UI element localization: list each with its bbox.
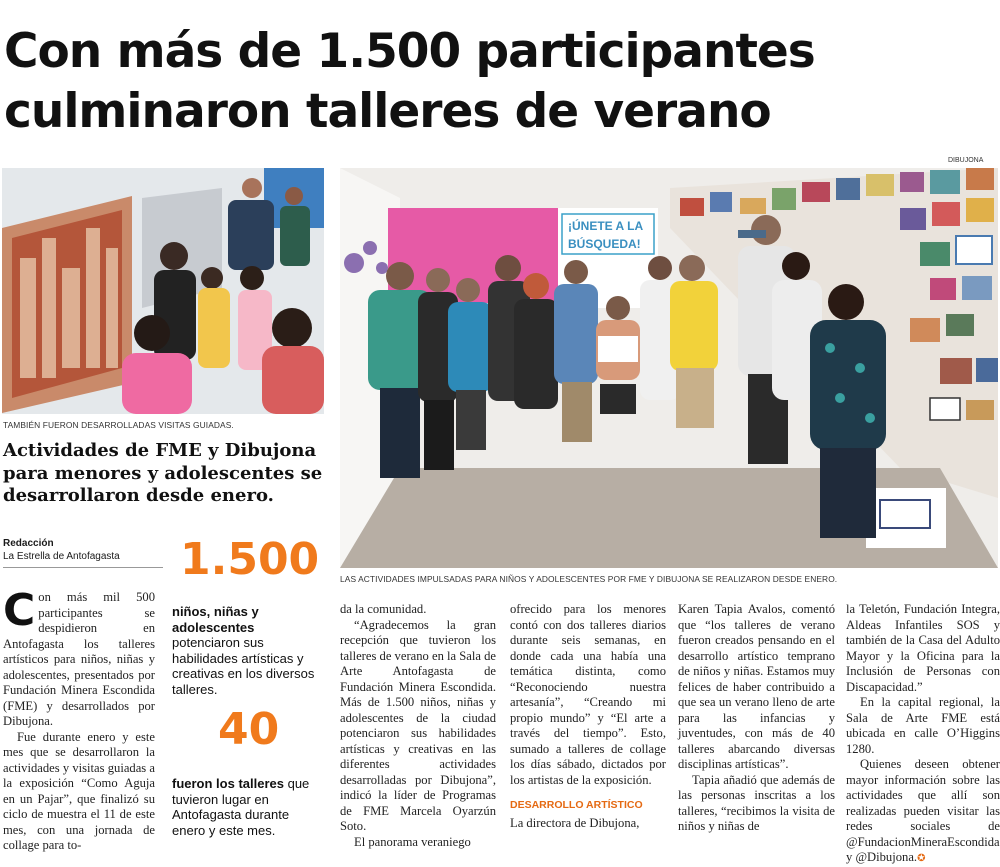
byline (3, 537, 120, 563)
subheadline: Actividades de FME y Dibujona para menores y adolescentes se desarrollaron desde enero. (3, 440, 323, 506)
stat-bold: niños, niñas y adolescentes (172, 604, 259, 635)
stat-text: potenciaron sus habilidades artísticas y creativas en los diversos talleres. (172, 635, 315, 697)
byline-divider (3, 567, 163, 568)
article-paragraph: la Teletón, Fundación Integra, Aldeas Infantiles SOS y también de la Casa del Adulto Mayor y la Oficina para la Inclusión de Personas con Discapacidad.” (846, 602, 1000, 694)
article-paragraph: La directora de Dibujona, (510, 815, 640, 830)
photo-group-caption: LAS ACTIVIDADES IMPULSADAS PARA NIÑOS Y ADOLESCENTES POR FME Y DIBUJONA SE REALIZARON DESDE ENERO. (340, 574, 838, 584)
photo-group (340, 168, 998, 568)
exhibit-sign-text-2: BÚSQUEDA! (568, 237, 641, 251)
stat-workshops (172, 706, 322, 838)
article-paragraph: “Agradecemos la gran recepción que tuvieron los talleres de verano en la Sala de Arte Antofagasta de Fundación Minera Escondida. Más de 1.500 niños, niñas y adolescentes de la ciudad potenciaron sus habilidades artísticas y creativas en las diferentes actividades desarrolladas por Dibujona”, indicó la líder de Programas de FME Marcela Oyarzún Soto. (340, 617, 496, 833)
stat-participants (172, 536, 322, 698)
byline-author: Redacción (3, 538, 54, 549)
stat-bold: fueron los talleres (172, 776, 284, 791)
photo-guided-visit-illustration (2, 168, 324, 414)
article-column-4 (510, 602, 666, 831)
article-column-3 (340, 602, 496, 850)
stat-description (172, 776, 322, 838)
photo-group-illustration (340, 168, 998, 568)
section-heading: DESARROLLO ARTÍSTICO (510, 799, 643, 811)
stat-number: 40 (218, 704, 280, 755)
headline-line-1: Con más de 1.500 participantes (4, 24, 815, 79)
stat-description (172, 604, 322, 698)
photo-guided-visit (2, 168, 324, 414)
exhibit-sign-text: ¡ÚNETE A LA (568, 219, 644, 233)
article-column-1 (3, 585, 155, 854)
article-column-5 (678, 602, 835, 835)
article-paragraph: da la comunidad. (340, 602, 427, 616)
article-paragraph: El panorama veraniego (354, 834, 471, 849)
article-paragraph: Karen Tapia Avalos, comentó que “los talleres de verano fueron creados pensando en el desarrollo artístico temprano de niños y niñas. Estamos muy felices de haber contribuido a que sea un verano lleno de arte para las infancias y juventudes, con más de 40 talleres abarcando diversas disciplinas artísticas”. (678, 602, 835, 771)
article-paragraph: Tapia añadió que además de las personas inscritas a los talleres, “recibimos la visita de niños y niñas de (678, 772, 835, 833)
headline (4, 22, 994, 142)
article-text: on más mil 500 participantes se despidieron en Antofagasta los talleres artísticos para niños, niñas y adolescentes, presentados por Fundación Minera Escondida (FME) y desarrollados por Dibujona. (3, 590, 155, 728)
dropcap: C (3, 585, 36, 636)
headline-line-2: culminaron talleres de verano (4, 84, 771, 139)
stat-number: 1.500 (180, 534, 320, 585)
article-paragraph: En la capital regional, la Sala de Arte FME está ubicada en calle O’Higgins 1280. (846, 695, 1000, 756)
article-paragraph: Fue durante enero y este mes que se desarrollaron la actividades y visitas guiadas a la exposición “Como Aguja en un Pajar”, que finalizó su ciclo de muestra el 11 de este mes, con una jornada de collage para to- (3, 729, 155, 852)
photo-credit: DIBUJONA (948, 157, 984, 164)
photo-guided-visit-caption: TAMBIÉN FUERON DESARROLLADAS VISITAS GUIADAS. (3, 420, 234, 430)
article-text: Quienes deseen obtener mayor información sobre las actividades que allí son realizadas pueden visitar las redes sociales de @FundacionMineraEscondida y @Dibujona. (846, 757, 1000, 864)
article-paragraph (846, 757, 1000, 867)
article-column-6 (846, 602, 1000, 867)
byline-outlet: La Estrella de Antofagasta (3, 551, 120, 562)
stat-text: que tuvieron lugar en Antofagasta durante enero y este mes. (172, 776, 310, 838)
article-paragraph: ofrecido para los menores contó con dos talleres diarios durante seis semanas, en donde cada una había una temática distinta, como “Reconociendo nuestra artesanía”, “Creando mi propio mundo” y “El arte a través del tiempo”. Esto, sumado a talleres de collage los días sábado, dictados por los artistas de la exposición. (510, 602, 666, 787)
end-mark-icon: ✪ (917, 853, 926, 864)
article-paragraph (3, 585, 155, 730)
